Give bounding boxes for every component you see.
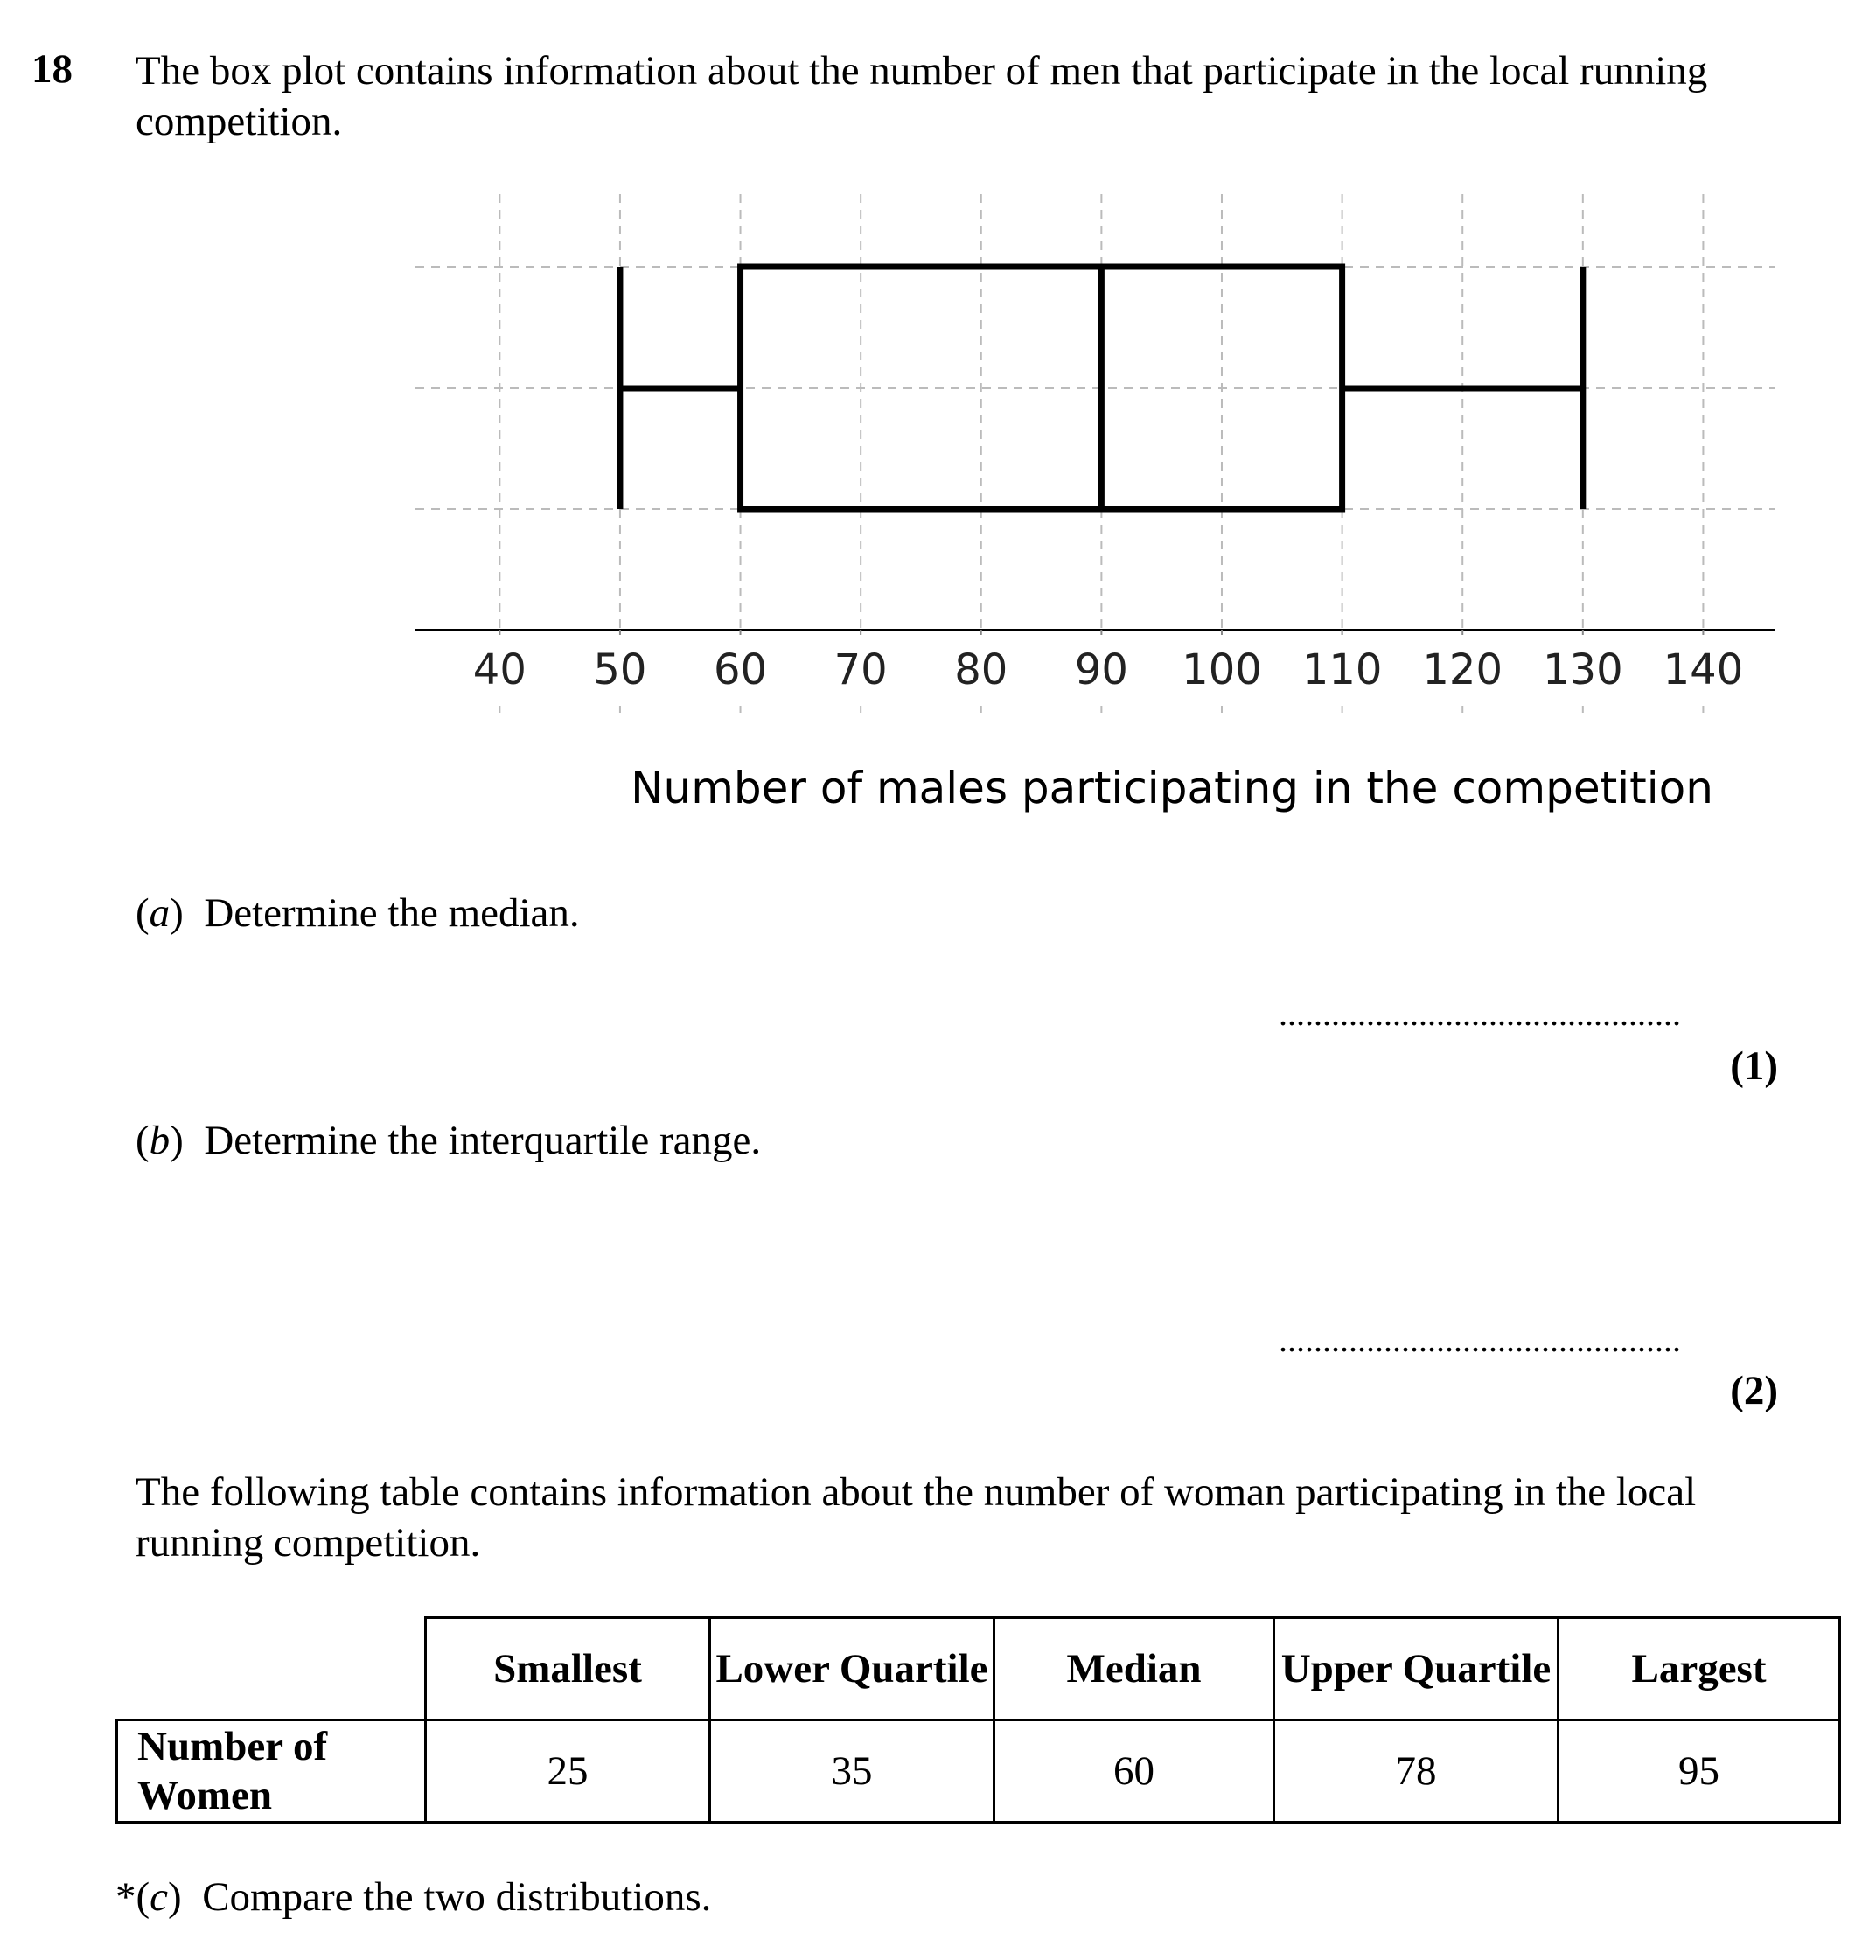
header-smallest: Smallest	[426, 1618, 710, 1720]
part-a-text: Determine the median.	[204, 890, 580, 936]
x-tick-label-8: 120	[1422, 645, 1503, 694]
part-b-label: b	[149, 1118, 171, 1163]
part-b-text: Determine the interquartile range.	[204, 1118, 762, 1163]
value-upper-quartile: 78	[1274, 1720, 1559, 1823]
header-upper-quartile: Upper Quartile	[1274, 1618, 1559, 1720]
row-label-women: Number of Women	[117, 1720, 426, 1823]
value-largest: 95	[1559, 1720, 1840, 1823]
women-table	[115, 1616, 1841, 1824]
x-tick-label-5: 90	[1074, 645, 1128, 694]
x-tick-label-4: 80	[954, 645, 1008, 694]
x-tick-label-9: 130	[1543, 645, 1623, 694]
x-tick-label-1: 50	[593, 645, 647, 694]
part-c-text: Compare the two distributions.	[202, 1874, 712, 1920]
question-stem: The box plot contains information about the number of men that participate in the local running competition.	[136, 48, 1708, 144]
part-c: *(c) Compare the two distributions.	[115, 1874, 712, 1920]
x-tick-label-6: 100	[1182, 645, 1262, 694]
women-table-header-row	[117, 1618, 1840, 1720]
x-tick-label-2: 60	[714, 645, 768, 694]
x-tick-label-10: 140	[1663, 645, 1744, 694]
part-a-answer-line[interactable]: ..............................................	[1279, 994, 1681, 1033]
part-a: (a) Determine the median.	[136, 890, 580, 936]
header-median: Median	[994, 1618, 1274, 1720]
table-intro: The following table contains information about the number of woman participating in the local running competition.	[136, 1469, 1697, 1566]
question-number: 18	[31, 46, 73, 92]
part-b: (b) Determine the interquartile range.	[136, 1118, 762, 1163]
part-b-answer-line[interactable]: ..............................................	[1279, 1320, 1681, 1359]
value-lower-quartile: 35	[710, 1720, 994, 1823]
value-median: 60	[994, 1720, 1274, 1823]
x-tick-label-3: 70	[833, 645, 888, 694]
box-plot-chart	[0, 0, 1876, 840]
part-a-marks: (1)	[1730, 1043, 1778, 1089]
header-largest: Largest	[1559, 1618, 1840, 1720]
women-table-data-row	[117, 1720, 1840, 1823]
table-empty-corner	[117, 1618, 426, 1720]
x-tick-label-0: 40	[472, 645, 527, 694]
x-axis-title: Number of males participating in the competition	[631, 763, 1713, 813]
x-tick-label-7: 110	[1301, 645, 1383, 694]
value-smallest: 25	[426, 1720, 710, 1823]
part-b-marks: (2)	[1730, 1368, 1778, 1413]
part-a-label: a	[149, 890, 171, 936]
x-axis	[415, 630, 1775, 713]
part-c-star: *	[115, 1874, 136, 1920]
part-c-label: c	[150, 1874, 169, 1920]
header-lower-quartile: Lower Quartile	[710, 1618, 994, 1720]
